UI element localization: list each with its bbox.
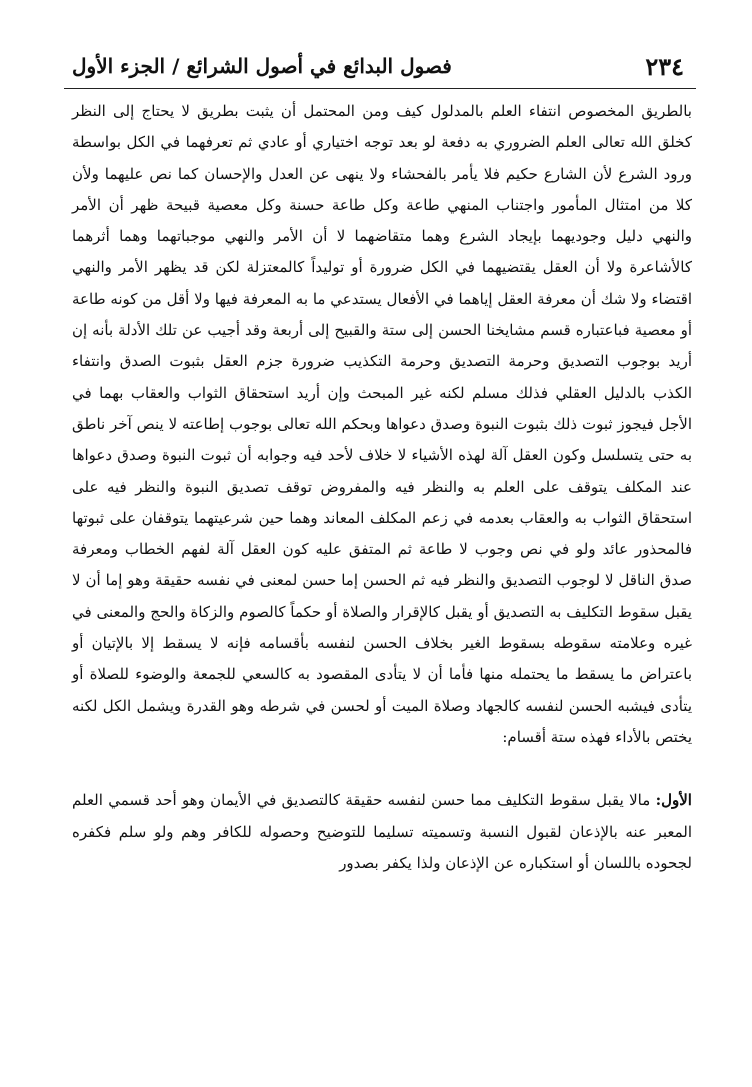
page-number: ٢٣٤ bbox=[645, 52, 684, 81]
paragraph-gap bbox=[72, 753, 692, 785]
running-title: فصول البدائع في أصول الشرائع / الجزء الأول bbox=[72, 54, 452, 78]
section-lead-word: الأول: bbox=[655, 791, 692, 810]
paragraph-text: مالا يقبل سقوط التكليف مما حسن لنفسه حقيقة كالتصديق في الأيمان وهو أحد قسمي العلم المعبر عنه بالإذعان لقبول النسبة وتسميته تسليما للتوضيح وحصوله للكافر وهم ولو سلم فكفره لجحوده باللسان أو استكباره عن الإذعان ولذا يكفر بصدور bbox=[72, 791, 692, 872]
header-divider bbox=[64, 88, 696, 89]
page-header bbox=[64, 46, 696, 86]
paragraph: بالطريق المخصوص انتفاء العلم بالمدلول كيف ومن المحتمل أن يثبت بطريق لا يحتاج إلى النظر كخلق الله تعالى العلم الضروري به دفعة لو بعد توجه اختياري أو عادي ثم تعرفهما في الكل بواسطة ورود الشرع لأن الشارع حكيم فلا يأمر بالفحشاء ولا ينهى عن العدل والإحسان كما نص عليهما ولأن كلا من امتثال المأمور واجتناب المنهي طاعة وكل طاعة حسنة وكل معصية قبيحة ظهر أن الأمر والنهي دليل وجوديهما بإيجاد الشرع وهما متقاضهما لا أن الأمر والنهي موجباتهما وهما أثرهما كالأشاعرة ولا أن العقل يقتضيهما في الكل ضرورة أو توليداً كالمعتزلة لكن قد يظهر الأمر والنهي اقتضاء ولا شك أن معرفة العقل إياهما في الأفعال يستدعي ما به المعرفة فيها ولا أقل من كونه طاعة أو معصية فباعتباره قسم مشايخنا الحسن إلى ستة والقبيح إلى أربعة وقد أجيب عن تلك الأدلة بأنه إن أريد بوجوب التصديق وحرمة التصديق وحرمة التكذيب ضرورة جزم العقل بثبوت الصدق وانتفاء الكذب بالدليل العقلي فذلك مسلم لكنه غير المبحث وإن أريد استحقاق الثواب والعقاب بهما في الأجل فيجوز ثبوت ذلك بثبوت النبوة وصدق دعواها وبحكم الله تعالى بوجوب إطاعته لا ينص آخر ناطق به حتى يتسلسل وكون العقل آلة لهذه الأشياء لا خلاف لأحد فيه وجوابه أن ثبوت النبوة وصدق دعواها عند المكلف يتوقف على العلم به والنظر فيه والمفروض توقف تصديق النبوة والنظر فيه على استحقاق الثواب به والعقاب بعدمه في زعم المكلف المعاند وهما حين شرعيتهما يتوقفان على ثبوتها فالمحذور عائد ولو في نص وجوب لا طاعة ثم المتفق عليه كون العقل آلة لفهم الخطاب ومعرفة صدق الناقل لا لوجوب التصديق والنظر فيه ثم الحسن إما حسن لمعنى في نفسه حقيقة وهو إما أن لا يقبل سقوط التكليف به التصديق أو يقبل كالإقرار والصلاة أو حكماً كالصوم والزكاة والحج والمعنى في غيره وعلامته سقوطه بسقوط الغير بخلاف الحسن لنفسه بأقسامه فإنه لا يسقط إلا بالإتيان أو باعتراض ما يسقط ما يحتمله منها فأما أن لا يتأدى المقصود به كالسعي للجمعة والوضوء للصلاة أو يتأدى فيشبه الحسن لنفسه كالجهاد وصلاة الميت أو لحسن في شرطه وهو القدرة ويشمل الكل لكنه يختص بالأداء فهذه ستة أقسام: bbox=[72, 102, 692, 746]
main-text bbox=[72, 96, 692, 879]
paragraph-first-section bbox=[72, 785, 692, 879]
